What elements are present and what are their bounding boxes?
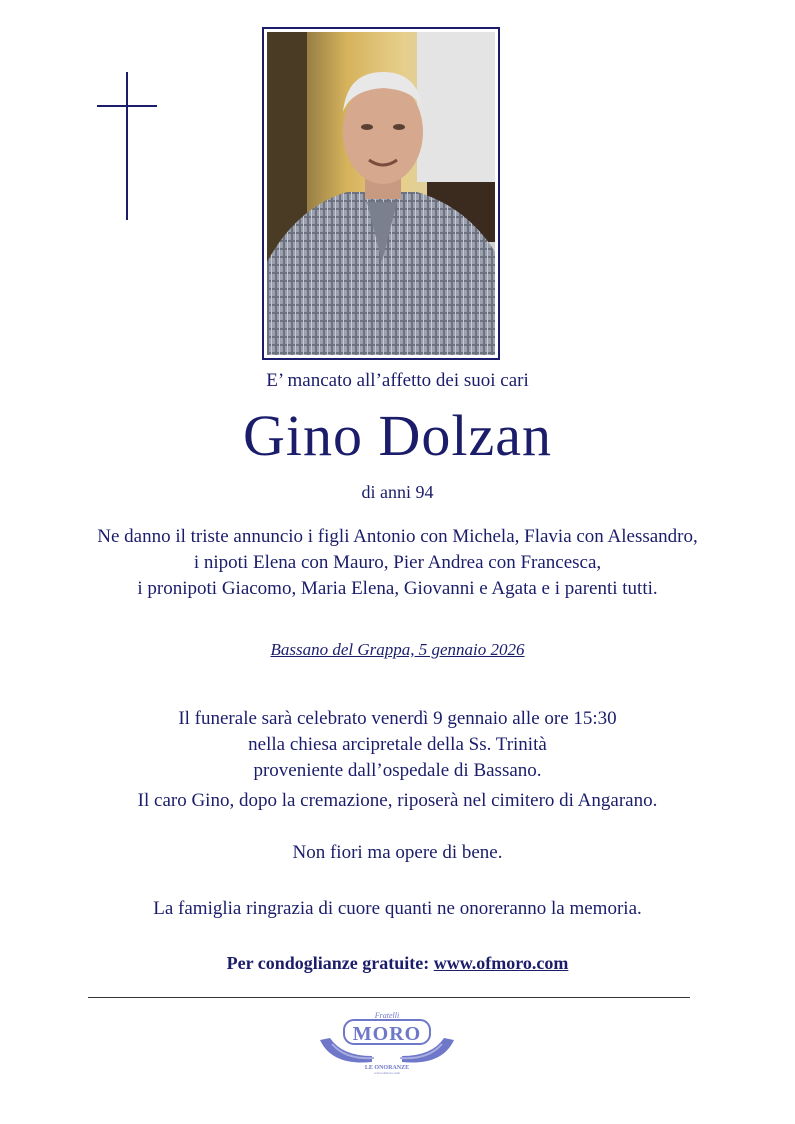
portrait-photo bbox=[262, 27, 500, 360]
deceased-name: Gino Dolzan bbox=[243, 403, 552, 468]
cremation-text: Il caro Gino, dopo la cremazione, riposerà nel cimitero di Angarano. bbox=[137, 790, 658, 811]
place-date-text: Bassano del Grappa, 5 gennaio 2026 bbox=[270, 640, 525, 659]
funeral-info bbox=[0, 706, 795, 784]
flowers-text: Non fiori ma opere di bene. bbox=[292, 842, 503, 863]
cross-icon bbox=[97, 72, 157, 220]
svg-text:www.ofmoro.com: www.ofmoro.com bbox=[374, 1071, 400, 1074]
divider bbox=[88, 997, 690, 998]
intro-text: E’ mancato all’affetto dei suoi cari bbox=[266, 370, 529, 391]
funeral-line: proveniente dall’ospedale di Bassano. bbox=[253, 760, 542, 781]
moro-logo bbox=[312, 1010, 462, 1074]
svg-text:MORO: MORO bbox=[352, 1023, 422, 1045]
place-date bbox=[0, 640, 795, 660]
funeral-line: Il funerale sarà celebrato venerdì 9 gennaio alle ore 15:30 bbox=[178, 708, 617, 729]
svg-text:LE ONORANZE: LE ONORANZE bbox=[364, 1065, 410, 1071]
age-text: di anni 94 bbox=[361, 482, 434, 502]
announcement-line: i nipoti Elena con Mauro, Pier Andrea con Francesca, bbox=[193, 552, 602, 573]
announcement-line: Ne danno il triste annuncio i figli Antonio con Michela, Flavia con Alessandro, bbox=[97, 526, 698, 547]
condolences-link[interactable]: www.ofmoro.com bbox=[433, 953, 569, 973]
funeral-line: nella chiesa arcipretale della Ss. Trinità bbox=[248, 734, 547, 755]
thanks-text: La famiglia ringrazia di cuore quanti ne onoreranno la memoria. bbox=[153, 898, 642, 919]
announcement bbox=[0, 524, 795, 602]
announcement-line: i pronipoti Giacomo, Maria Elena, Giovanni e Agata e i parenti tutti. bbox=[137, 578, 658, 599]
condolences bbox=[0, 953, 795, 974]
svg-text:Fratelli: Fratelli bbox=[374, 1011, 400, 1020]
condolences-label: Per condoglianze gratuite: bbox=[226, 953, 430, 973]
